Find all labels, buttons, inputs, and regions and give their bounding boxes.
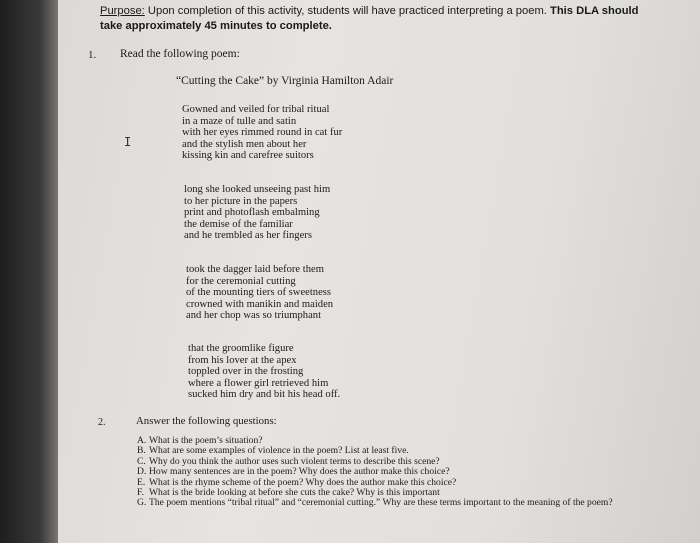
- question-letter: A.: [137, 435, 147, 446]
- poem-title: “Cutting the Cake” by Virginia Hamilton Adair: [176, 75, 394, 87]
- worksheet-page: [58, 0, 700, 543]
- purpose-statement: [100, 4, 660, 34]
- poem-line: to her picture in the papers: [184, 195, 298, 207]
- question-text: What is the poem’s situation?: [149, 435, 263, 446]
- poem-line: with her eyes rimmed round in cat fur: [182, 127, 343, 139]
- poem-line: and he trembled as her fingers: [184, 230, 312, 242]
- question-letter: E.: [137, 476, 146, 488]
- desk-background: [0, 0, 58, 543]
- poem-line: sucked him dry and bit his head off.: [188, 389, 341, 401]
- poem-line: and the stylish men about her: [182, 138, 307, 150]
- poem-line: kissing kin and carefree suitors: [182, 150, 314, 162]
- poem-line: print and photoflash embalming: [184, 207, 320, 219]
- question-letter: D.: [137, 466, 147, 478]
- poem-line: crowned with manikin and maiden: [186, 298, 334, 310]
- question-text: The poem mentions “tribal ritual” and “ceremonial cutting.” Why are these terms important to the meaning of the poem?: [149, 497, 613, 509]
- poem-stanza-3: [186, 264, 333, 322]
- item-1-number: 1.: [88, 49, 97, 61]
- poem-line: in a maze of tulle and satin: [182, 115, 297, 127]
- purpose-duration: This DLA should take approximately 45 minutes to complete.: [100, 5, 639, 32]
- list-item: [137, 498, 657, 508]
- question-text: What is the bride looking at before she cuts the cake? Why is this important: [149, 487, 440, 499]
- poem-line: for the ceremonial cutting: [186, 275, 296, 287]
- poem-stanza-2: [184, 184, 330, 242]
- question-text: How many sentences are in the poem? Why does the author make this choice?: [149, 466, 450, 478]
- question-text: What is the rhyme scheme of the poem? Why does the author make this choice?: [149, 476, 457, 488]
- item-2-number: 2.: [98, 417, 106, 428]
- purpose-label: Purpose:: [100, 5, 145, 17]
- poem-stanza-1: [182, 104, 342, 162]
- question-text: What are some examples of violence in the poem? List at least five.: [149, 445, 409, 457]
- poem-line: the demise of the familiar: [184, 218, 293, 230]
- poem-line: and her chop was so triumphant: [186, 310, 322, 322]
- question-text: Why do you think the author uses such violent terms to describe this scene?: [149, 455, 440, 467]
- poem-stanza-4: [188, 343, 340, 401]
- item-2-instruction: Answer the following questions:: [136, 415, 277, 427]
- poem-line: Gowned and veiled for tribal ritual: [182, 104, 330, 115]
- question-letter: F.: [137, 487, 144, 499]
- purpose-text: Upon completion of this activity, students will have practiced interpreting a poem.: [144, 5, 551, 17]
- question-letter: C.: [137, 455, 146, 467]
- poem-line: of the mounting tiers of sweetness: [186, 287, 332, 299]
- question-list: [137, 436, 657, 509]
- poem-line: took the dagger laid before them: [186, 264, 324, 275]
- question-letter: B.: [137, 445, 146, 457]
- poem-line: long she looked unseeing past him: [184, 184, 331, 195]
- poem-line: that the groomlike figure: [188, 343, 294, 354]
- poem-line: from his lover at the apex: [188, 354, 297, 366]
- item-1-instruction: Read the following poem:: [120, 48, 240, 60]
- poem-line: where a flower girl retrieved him: [188, 377, 329, 389]
- poem-line: toppled over in the frosting: [188, 366, 304, 378]
- text-cursor-icon: I: [124, 135, 132, 149]
- question-letter: G.: [137, 497, 147, 509]
